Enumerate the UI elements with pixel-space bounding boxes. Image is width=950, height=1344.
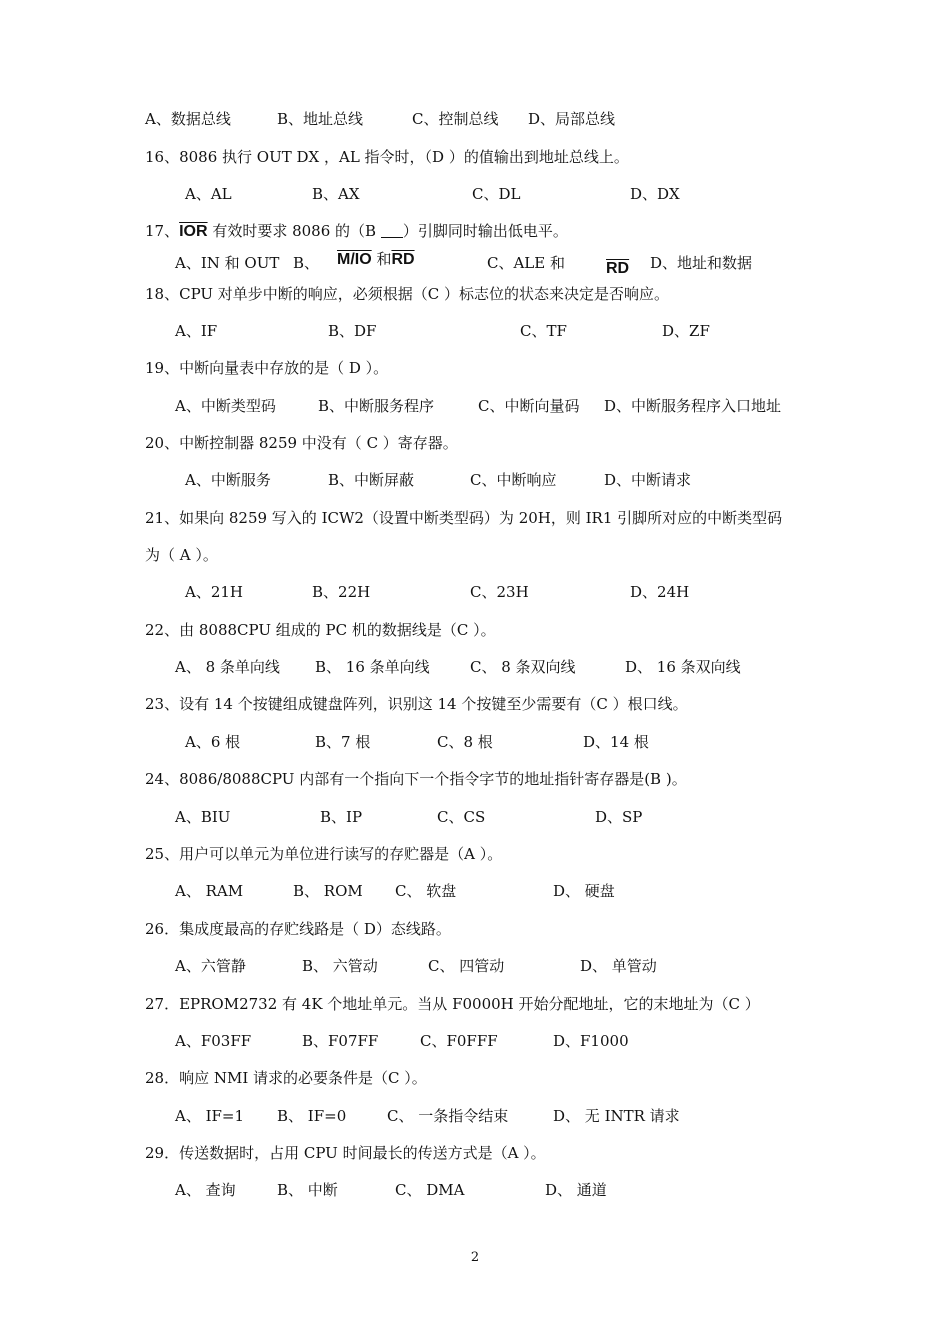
option: B、DF	[328, 322, 377, 340]
option: A、21H	[185, 583, 244, 601]
option: C、中断向量码	[478, 397, 580, 415]
option: C、23H	[470, 583, 529, 601]
question-26: 26．集成度最高的存贮线路是（ D）态线路。	[145, 920, 451, 938]
option: B、 ROM	[293, 882, 363, 900]
rd-signal: $\overline{RD}$	[606, 260, 630, 277]
option: A、BIU	[175, 808, 231, 826]
question-24: 24、8086/8088CPU 内部有一个指向下一个指令字节的地址指针寄存器是(B )。	[145, 770, 687, 788]
option: B、	[293, 254, 320, 272]
option: A、IN 和 OUT	[175, 254, 280, 272]
option: A、6 根	[185, 733, 241, 751]
option: C、ALE 和	[487, 254, 565, 272]
option: B、7 根	[315, 733, 371, 751]
option: B、中断服务程序	[318, 397, 435, 415]
ior-signal: $\overline{IOR}$	[179, 223, 208, 240]
option: B、IP	[320, 808, 363, 826]
option: B、 中断	[277, 1181, 338, 1199]
option: B、 16 条单向线	[315, 658, 430, 676]
option-b-signals: M/IO 和$\overline{RD}$	[337, 250, 415, 268]
question-16: 16、8086 执行 OUT DX ，AL 指令时，（D ）的值输出到地址总线上。	[145, 148, 629, 166]
option: D、 通道	[545, 1181, 607, 1199]
question-29: 29．传送数据时，占用 CPU 时间最长的传送方式是（A ）。	[145, 1144, 546, 1162]
option: A、六管静	[175, 957, 246, 975]
option: C、TF	[520, 322, 567, 340]
option: C、8 根	[437, 733, 493, 751]
question-number: 17、	[145, 222, 180, 240]
option: D、局部总线	[528, 110, 616, 128]
option: A、AL	[185, 185, 232, 203]
option: A、中断类型码	[175, 397, 276, 415]
question-18: 18、CPU 对单步中断的响应，必须根据（C ）标志位的状态来决定是否响应。	[145, 285, 670, 303]
option: D、24H	[630, 583, 690, 601]
option: D、中断请求	[604, 471, 692, 489]
option: B、地址总线	[277, 110, 364, 128]
option: A、IF	[175, 322, 218, 340]
question-25: 25、用户可以单元为单位进行读写的存贮器是（A ）。	[145, 845, 503, 863]
question-22: 22、由 8088CPU 组成的 PC 机的数据线是（C ）。	[145, 621, 496, 639]
option: A、F03FF	[175, 1032, 252, 1050]
option: D、 无 INTR 请求	[553, 1107, 680, 1125]
question-28: 28．响应 NMI 请求的必要条件是（C ）。	[145, 1069, 427, 1087]
question-21: 21、如果向 8259 写入的 ICW2（设置中断类型码）为 20H，则 IR1 引脚所对应的中断类型码	[145, 509, 783, 527]
option: A、 8 条单向线	[175, 658, 280, 676]
option: D、F1000	[553, 1032, 629, 1050]
option: B、 IF=0	[277, 1107, 347, 1125]
option: D、 单管动	[580, 957, 657, 975]
question-17	[145, 220, 568, 242]
answer-blank	[381, 223, 403, 238]
option: C、 DMA	[395, 1181, 465, 1199]
option: C、 软盘	[395, 882, 457, 900]
option: A、 RAM	[175, 882, 244, 900]
option: C、 一条指令结束	[387, 1107, 509, 1125]
question-19: 19、中断向量表中存放的是（ D ）。	[145, 359, 389, 377]
option: D、ZF	[662, 322, 710, 340]
option: C、DL	[472, 185, 521, 203]
question-text-b: ）引脚同时输出低电平。	[402, 222, 568, 240]
option: B、 六管动	[302, 957, 378, 975]
option: A、数据总线	[145, 110, 231, 128]
question-text-a: 有效时要求 8086 的（B	[207, 222, 377, 240]
option: C、 8 条双向线	[470, 658, 576, 676]
option: C、CS	[437, 808, 486, 826]
option: D、 硬盘	[553, 882, 615, 900]
option: D、 16 条双向线	[625, 658, 741, 676]
option: A、 IF=1	[175, 1107, 245, 1125]
option: B、中断屏蔽	[328, 471, 415, 489]
option: A、 查询	[175, 1181, 236, 1199]
option: D、中断服务程序入口地址	[604, 397, 782, 415]
page-number: 2	[470, 1250, 480, 1265]
option: C、F0FFF	[420, 1032, 498, 1050]
option: B、F07FF	[302, 1032, 379, 1050]
option: C、控制总线	[412, 110, 499, 128]
option: D、SP	[595, 808, 643, 826]
option: C、 四管动	[428, 957, 505, 975]
option: D、DX	[630, 185, 680, 203]
question-21-cont: 为（ A ）。	[145, 546, 218, 564]
question-23: 23、设有 14 个按键组成键盘阵列，识别这 14 个按键至少需要有（C ）根口线。	[145, 695, 688, 713]
option: B、22H	[312, 583, 371, 601]
question-20: 20、中断控制器 8259 中没有（ C ）寄存器。	[145, 434, 458, 452]
option: C、中断响应	[470, 471, 557, 489]
option: B、AX	[312, 185, 360, 203]
option: A、中断服务	[185, 471, 271, 489]
option: D、地址和数据	[650, 254, 753, 272]
option: D、14 根	[583, 733, 649, 751]
question-27: 27．EPROM2732 有 4K 个地址单元。当从 F0000H 开始分配地址，它的末地址为（C ）	[145, 995, 760, 1013]
